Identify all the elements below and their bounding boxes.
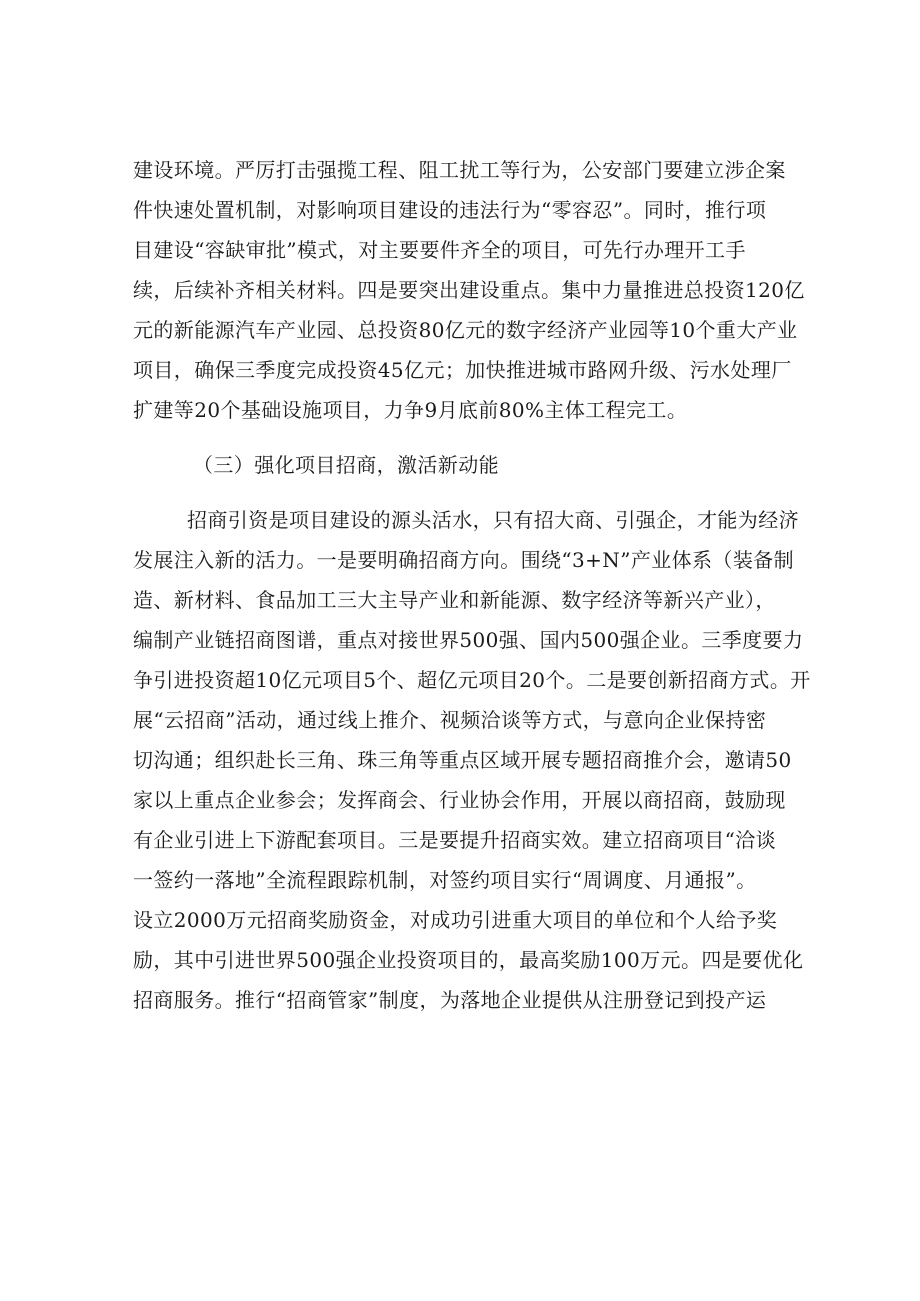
text-line: 争引进投资超10亿元项目5个、超亿元项目20个。二是要创新招商方式。开 [133, 668, 811, 692]
text-line: 造、新材料、食品加工三大主导产业和新能源、数字经济等新兴产业）， [133, 588, 776, 612]
text-line: 扩建等20个基础设施项目，力争9月底前80%主体工程完工。 [133, 398, 688, 422]
text-line: 招商服务。推行“招商管家”制度，为落地企业提供从注册登记到投产运 [133, 988, 767, 1012]
text-line: 切沟通；组织赴长三角、珠三角等重点区域开展专题招商推介会，邀请50 [133, 748, 792, 772]
text-line: 家以上重点企业参会；发挥商会、行业协会作用，开展以商招商，鼓励现 [133, 788, 786, 812]
paragraph-investment-promotion [133, 500, 811, 1020]
text-line: 编制产业链招商图谱，重点对接世界500强、国内500强企业。三季度要力 [133, 628, 804, 652]
text-line: 元的新能源汽车产业园、总投资80亿元的数字经济产业园等10个重大产业 [133, 318, 798, 342]
paragraph-construction-environment [133, 150, 805, 430]
text-line: 励，其中引进世界500强企业投资项目的，最高奖励100万元。四是要优化 [133, 948, 804, 972]
text-line: 设立2000万元招商奖励资金，对成功引进重大项目的单位和个人给予奖 [133, 908, 778, 932]
text-line: 续，后续补齐相关材料。四是要突出建设重点。集中力量推进总投资120亿 [133, 278, 805, 302]
text-line: 发展注入新的活力。一是要明确招商方向。围绕“3+N”产业体系（装备制 [133, 548, 795, 572]
text-line: 有企业引进上下游配套项目。三是要提升招商实效。建立招商项目“洽谈 [133, 828, 777, 852]
text-line: 项目，确保三季度完成投资45亿元；加快推进城市路网升级、污水处理厂 [133, 358, 792, 382]
text-line: 目建设“容缺审批”模式，对主要要件齐全的项目，可先行办理开工手 [133, 238, 746, 262]
text-line: 一签约一落地”全流程跟踪机制，对签约项目实行“周调度、月通报”。 [133, 868, 757, 892]
document-body [133, 150, 811, 1020]
text-line: 建设环境。严厉打击强揽工程、阻工扰工等行为，公安部门要建立涉企案 [133, 158, 786, 182]
section-heading: （三）强化项目招商，激活新动能 [193, 453, 499, 477]
text-line: 件快速处置机制，对影响项目建设的违法行为“零容忍”。同时，推行项 [133, 198, 767, 222]
text-line: 招商引资是项目建设的源头活水，只有招大商、引强企，才能为经济 [187, 508, 799, 532]
text-line: 展“云招商”活动，通过线上推介、视频洽谈等方式，与意向企业保持密 [133, 708, 767, 732]
